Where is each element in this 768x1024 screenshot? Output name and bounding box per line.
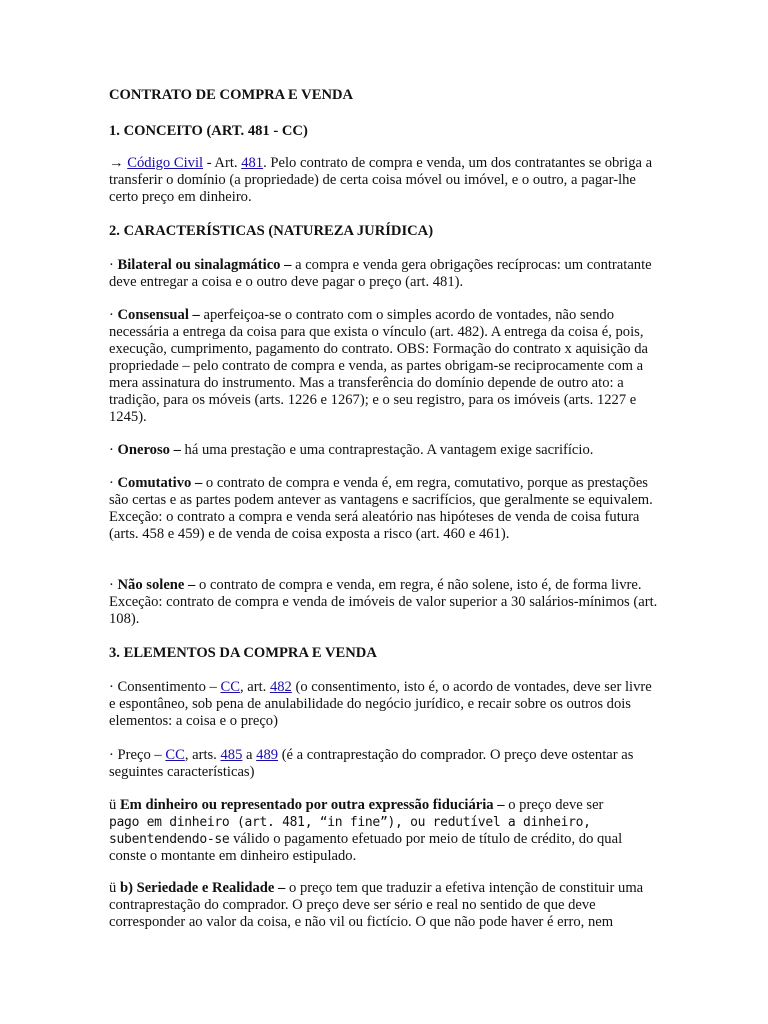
text-span: . Pelo contrato de compra e venda, um dos contratantes se obriga a transferir o domínio (a propriedade) de certa coisa móvel ou imóvel, e o outro, a pagar-lhe certo preço em dinheiro. [109,155,653,205]
section-3-heading: 3. ELEMENTOS DA COMPRA E VENDA [109,645,377,661]
check-mark: ü [109,880,120,896]
text-span: aperfeiçoa-se o contrato com o simples acordo de vontades, não sendo necessária a entrega da coisa para que exista o vínculo (art. 482). A entrega da coisa é, pois, execução, cumprimento, pagamento do contrato. OBS: Formação do contrato x aquisição da propriedade – pelo contrato de compra e venda, as partes obrigam-se reciprocamente com a mera assinatura do instrumento. Mas a transferência do domínio depende de outro ato: a tradição, para os móveis (arts. 1226 e 1267); e o seu registro, para os imóveis (arts. 1227 e 1245). [109,307,648,425]
section-1-paragraph [109,155,661,206]
term: b) Seriedade e Realidade – [119,880,286,896]
text-span: , art. [239,679,270,695]
seriedade-paragraph [109,880,661,931]
document-title: CONTRATO DE COMPRA E VENDA [109,87,354,103]
art-482-link[interactable]: 482 [269,679,292,695]
text-span: o contrato de compra e venda é, em regra, comutativo, porque as prestações são certas e as partes podem antever as vantagens e sacrifícios, que geralmente se equivalem. Exceção: o contrato a compra e venda será aleatório nas hipóteses de venda de coisa futura (arts. 458 e 459) e de venda de coisa exposta a risco (art. 460 e 461). [109,475,653,542]
text-span: , arts. [184,747,221,763]
cc-link[interactable]: CC [165,747,185,763]
list-item [109,257,661,291]
text-span: · Consentimento – [109,679,221,695]
bullet: · [109,577,118,593]
section-1-heading: 1. CONCEITO (ART. 481 - CC) [109,123,308,139]
term: Consensual – [117,307,200,323]
art-485-link[interactable]: 485 [220,747,243,763]
term: Comutativo – [117,475,203,491]
art-481-link[interactable]: 481 [241,155,264,171]
list-item [109,475,661,543]
text-span: · Preço – [109,747,166,763]
text-span: o preço tem que traduzir a efetiva intenção de constituir uma contraprestação do comprador. O preço deve ser sério e real no sentido de que deve corresponder ao valor da coisa, e não vil ou fictício. O que não pode haver é erro, nem [109,880,644,930]
text-span: o contrato de compra e venda, em regra, é não solene, isto é, de forma livre. Exceção: contrato de compra e venda de imóveis de valor superior a 30 salários-mínimos (art. 108). [109,577,658,627]
list-item [109,442,661,459]
term: Em dinheiro ou representado por outra expressão fiduciária – [119,797,505,813]
text-span: há uma prestação e uma contraprestação. A vantagem exige sacrifício. [180,442,594,458]
bullet: · [109,475,118,491]
list-item [109,577,661,628]
arrow-icon: → [109,155,128,171]
term: Oneroso – [117,442,181,458]
text-span: a [242,747,257,763]
text-span: o preço deve ser [504,797,604,813]
check-mark: ü [109,797,120,813]
term: Bilateral ou sinalagmático – [117,257,292,273]
cc-link[interactable]: CC [220,679,240,695]
bullet: · [109,442,118,458]
text-span: válido o pagamento efetuado por meio de título de crédito, do qual conste o montante em dinheiro estipulado. [109,831,623,864]
bullet: · [109,307,118,323]
text-span: (o consentimento, isto é, o acordo de vontades, deve ser livre e espontâneo, sob pena de anulabilidade do negócio jurídico, e recair sobre os outros dois elementos: a coisa e o preço) [109,679,652,729]
dinheiro-paragraph [109,797,661,865]
art-489-link[interactable]: 489 [256,747,279,763]
text-span: (é a contraprestação do comprador. O preço deve ostentar as seguintes características) [109,747,634,780]
bullet: · [109,257,118,273]
section-2-heading: 2. CARACTERÍSTICAS (NATUREZA JURÍDICA) [109,223,434,239]
preco-paragraph [109,747,661,781]
consentimento-paragraph [109,679,661,730]
handwritten-text: pago em dinheiro (art. 481, “in fine”), ou redutível a dinheiro, subentendendo-se [109,815,591,847]
list-item [109,307,661,426]
term: Não solene – [117,577,196,593]
codigo-civil-link[interactable]: Código Civil [127,155,204,171]
text-span: a compra e venda gera obrigações recíprocas: um contratante deve entregar a coisa e o outro deve pagar o preço (art. 481). [109,257,652,290]
text-span: - Art. [203,155,242,171]
